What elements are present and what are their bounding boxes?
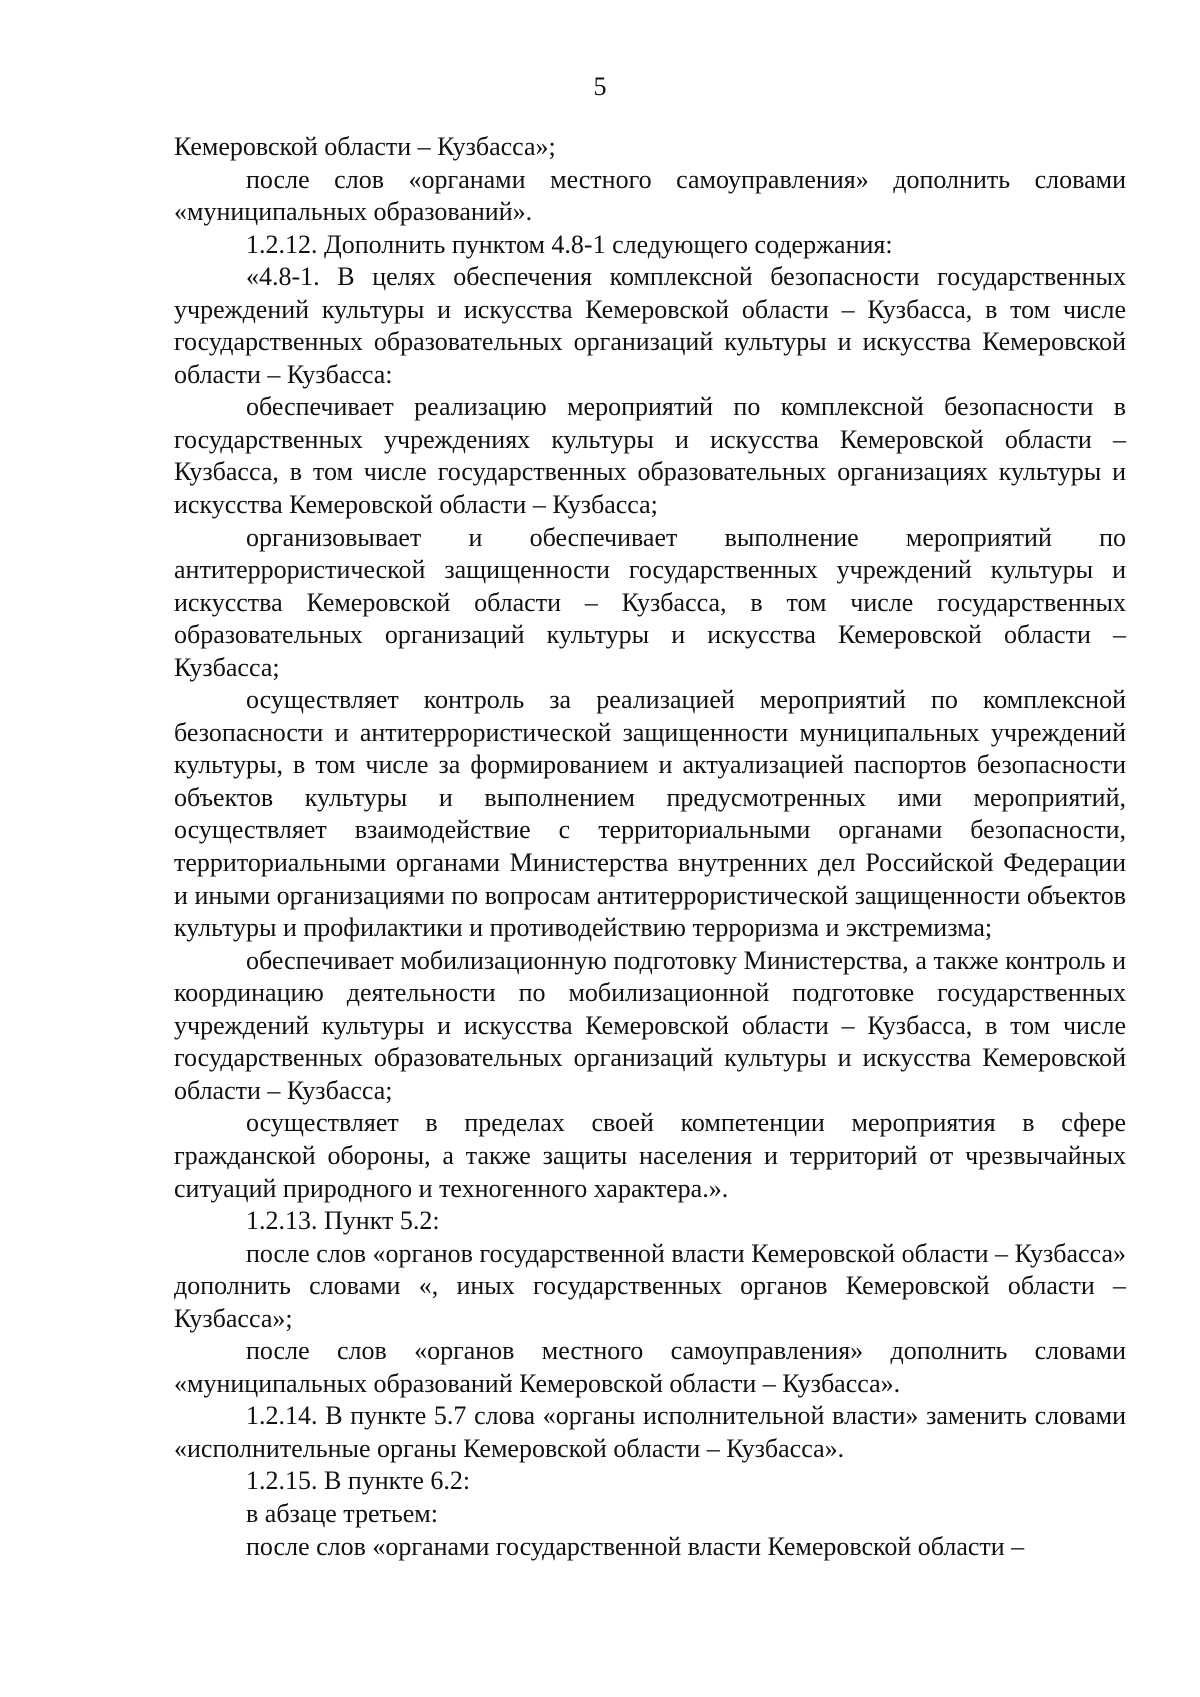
paragraph-13: 1.2.14. В пункте 5.7 слова «органы исполнительной власти» заменить словами «исполнительные органы Кемеровской области – Кузбасса». [174,1401,1126,1463]
paragraph-15: в абзаце третьем: [246,1498,438,1528]
document-body [174,131,1126,1563]
paragraph-6: организовывает и обеспечивает выполнение мероприятий по антитеррористической защищенности государственных учреждений культуры и искусства Кемеровской области – Кузбасса, в том числе государственных образовательных организаций культуры и искусства Кемеровской области – Кузбасса; [174,522,1126,682]
paragraph-16: после слов «органами государственной власти Кемеровской области – [246,1531,1025,1561]
paragraph-14: 1.2.15. В пункте 6.2: [246,1466,471,1496]
paragraph-5: обеспечивает реализацию мероприятий по комплексной безопасности в государственных учреждениях культуры и искусства Кемеровской области – Кузбасса, в том числе государственных образовательных организациях культуры и искусства Кемеровской области – Кузбасса; [174,392,1126,520]
page-number: 5 [593,72,607,101]
paragraph-1: Кемеровской области – Кузбасса»; [174,132,556,161]
paragraph-9: осуществляет в пределах своей компетенции мероприятия в сфере гражданской обороны, а также защиты населения и территорий от чрезвычайных ситуаций природного и техногенного характера.». [174,1108,1126,1203]
paragraph-2: после слов «органами местного самоуправления» дополнить словами «муниципальных образований». [174,164,1126,227]
paragraph-10: 1.2.13. Пункт 5.2: [246,1206,440,1236]
paragraph-11: после слов «органов государственной власти Кемеровской области – Кузбасса» дополнить словами «, иных государственных органов Кемеровской области – Кузбасса»; [174,1238,1126,1333]
paragraph-12: после слов «органов местного самоуправления» дополнить словами «муниципальных образований Кемеровской области – Кузбасса». [174,1336,1126,1398]
paragraph-7: осуществляет контроль за реализацией мероприятий по комплексной безопасности и антитеррористической защищенности муниципальных учреждений культуры, в том числе за формированием и актуализацией паспортов безопасности объектов культуры и выполнением предусмотренных ими мероприятий, осуществляет взаимодействие с территориальными органами безопасности, территориальными органами Министерства внутренних дел Российской Федерации и иными организациями по вопросам антитеррористической защищенности объектов культуры и профилактики и противодействию терроризма и экстремизма; [174,685,1126,943]
paragraph-3: 1.2.12. Дополнить пунктом 4.8-1 следующего содержания: [246,229,893,259]
paragraph-8: обеспечивает мобилизационную подготовку Министерства, а также контроль и координацию деятельности по мобилизационной подготовке государственных учреждений культуры и искусства Кемеровской области – Кузбасса, в том числе государственных образовательных организаций культуры и искусства Кемеровской области – Кузбасса; [174,945,1126,1105]
paragraph-4: «4.8-1. В целях обеспечения комплексной безопасности государственных учреждений культуры и искусства Кемеровской области – Кузбасса, в том числе государственных образовательных организаций культуры и искусства Кемеровской области – Кузбасса: [174,262,1126,389]
